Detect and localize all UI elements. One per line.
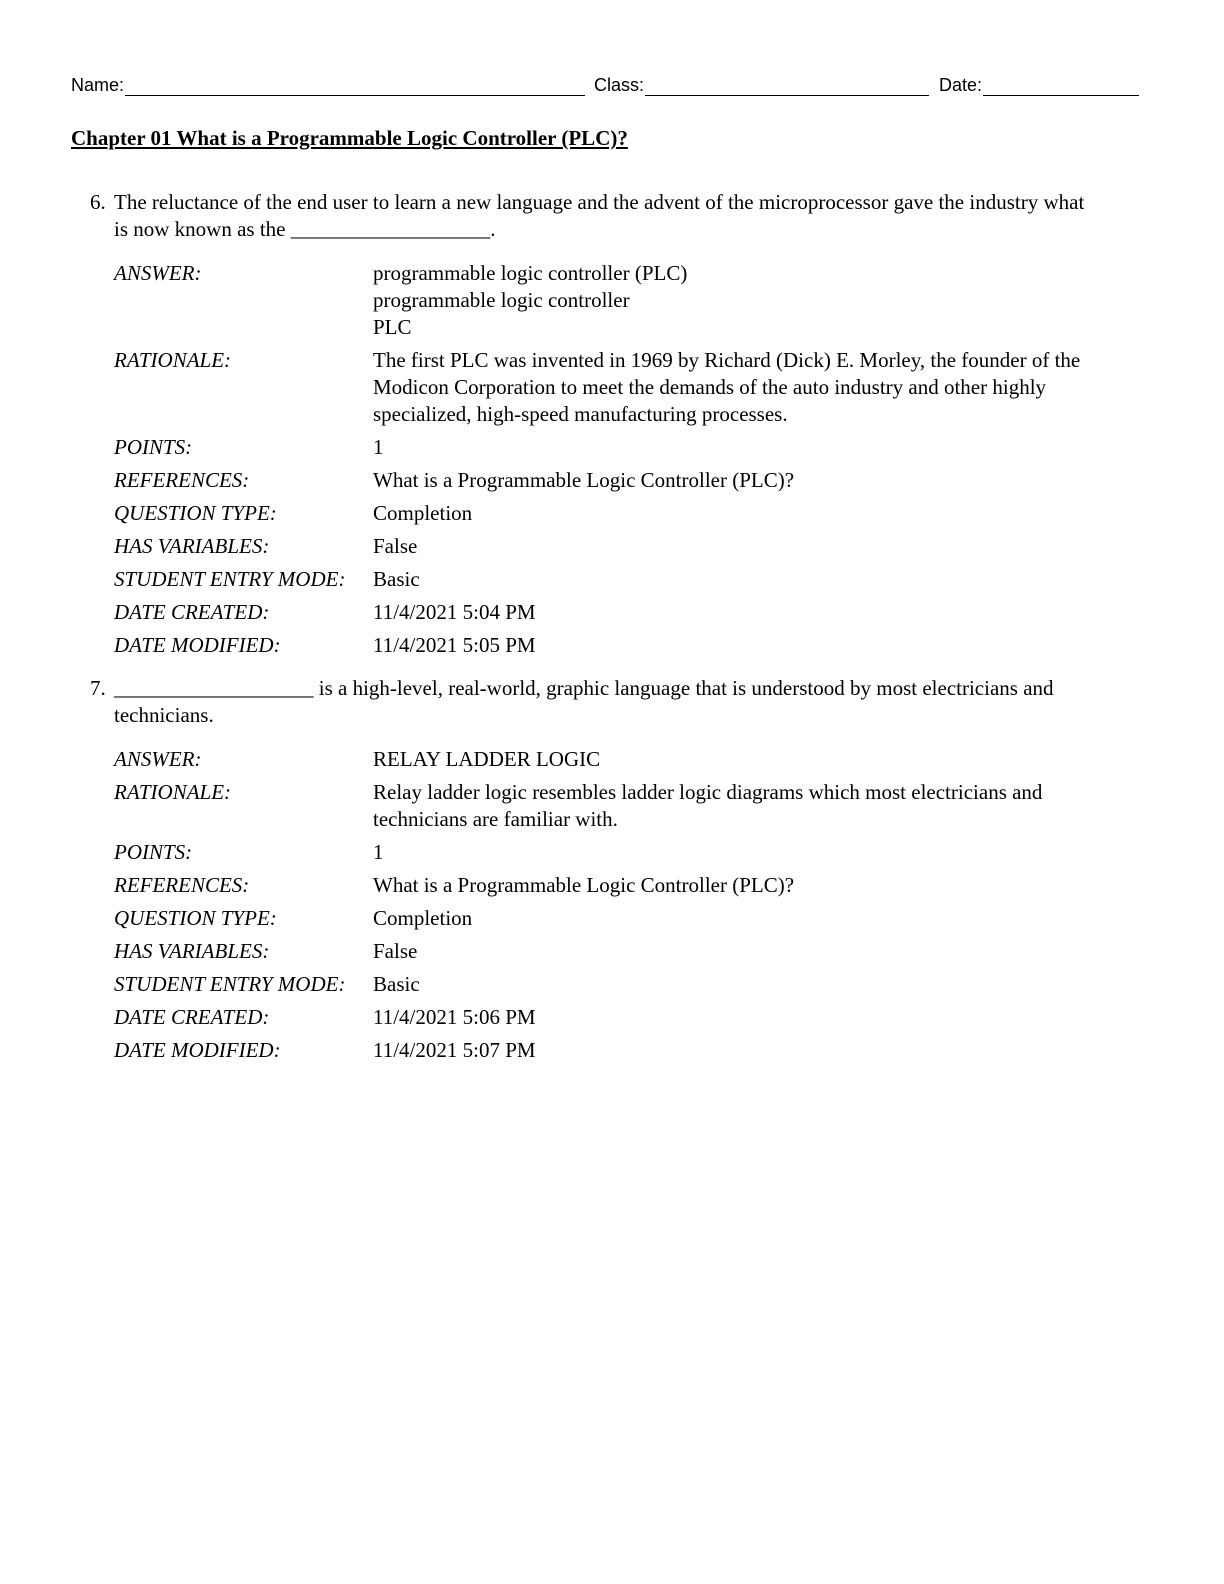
question-type-value: Completion (373, 906, 473, 930)
date-modified-label: DATE MODIFIED: (114, 1038, 281, 1062)
date-modified-value: 11/4/2021 5:05 PM (373, 633, 536, 657)
question-text (90, 189, 1140, 243)
question-text-line: The reluctance of the end user to learn a new language and the advent of the microprocessor gave the industry what (114, 190, 1085, 214)
references-label: REFERENCES: (114, 468, 250, 492)
question-text-line: is now known as the ___________________. (114, 217, 496, 241)
references-label: REFERENCES: (114, 873, 250, 897)
name-blank-line[interactable] (125, 75, 585, 96)
has-variables-value: False (373, 534, 418, 558)
student-entry-mode-value: Basic (373, 567, 420, 591)
references-row (114, 467, 1140, 494)
references-value: What is a Programmable Logic Controller (PLC)? (373, 873, 795, 897)
answer-line: PLC (373, 315, 412, 339)
question-7 (90, 675, 1140, 1070)
answer-row (114, 746, 1140, 773)
date-created-value: 11/4/2021 5:06 PM (373, 1005, 536, 1029)
answer-row (114, 260, 1140, 341)
question-metadata (114, 746, 1140, 1064)
rationale-value: The first PLC was invented in 1969 by Richard (Dick) E. Morley, the founder of the Modicon Corporation to meet the demands of the auto industry and other highly specialized, high-speed manufacturing processes. (373, 348, 1081, 426)
answer-value (373, 746, 1140, 773)
class-label: Class: (594, 75, 645, 95)
answer-line: programmable logic controller (PLC) (373, 261, 688, 285)
date-modified-value: 11/4/2021 5:07 PM (373, 1038, 536, 1062)
has-variables-row (114, 938, 1140, 965)
worksheet-header (71, 72, 1141, 98)
question-6 (90, 189, 1140, 665)
answer-line: programmable logic controller (373, 288, 630, 312)
question-type-label: QUESTION TYPE: (114, 906, 277, 930)
class-field (594, 72, 929, 96)
student-entry-mode-value: Basic (373, 972, 420, 996)
name-label: Name: (71, 75, 125, 95)
question-type-row (114, 905, 1140, 932)
points-row (114, 839, 1140, 866)
date-created-label: DATE CREATED: (114, 1005, 270, 1029)
chapter-title: Chapter 01 What is a Programmable Logic Controller (PLC)? (71, 126, 628, 150)
student-entry-mode-label: STUDENT ENTRY MODE: (114, 972, 346, 996)
question-type-label: QUESTION TYPE: (114, 501, 277, 525)
class-blank-line[interactable] (645, 75, 929, 96)
answer-value (373, 260, 1140, 341)
references-value: What is a Programmable Logic Controller (PLC)? (373, 468, 795, 492)
name-field (71, 72, 585, 96)
student-entry-mode-row (114, 971, 1140, 998)
question-number: 6. (90, 190, 106, 214)
answer-label: ANSWER: (114, 261, 202, 285)
date-label: Date: (939, 75, 983, 95)
question-type-value: Completion (373, 501, 473, 525)
rationale-row (114, 779, 1140, 833)
date-created-row (114, 1004, 1140, 1031)
answer-label: ANSWER: (114, 747, 202, 771)
date-field (939, 72, 1139, 96)
question-text-line: ___________________ is a high-level, real-world, graphic language that is understood by most electricians and (114, 676, 1054, 700)
points-value: 1 (373, 840, 384, 864)
rationale-label: RATIONALE: (114, 780, 232, 804)
date-created-row (114, 599, 1140, 626)
points-row (114, 434, 1140, 461)
date-created-label: DATE CREATED: (114, 600, 270, 624)
date-modified-row (114, 632, 1140, 659)
has-variables-value: False (373, 939, 418, 963)
date-modified-label: DATE MODIFIED: (114, 633, 281, 657)
question-text-line: technicians. (114, 703, 214, 727)
answer-line: RELAY LADDER LOGIC (373, 747, 601, 771)
date-modified-row (114, 1037, 1140, 1064)
date-created-value: 11/4/2021 5:04 PM (373, 600, 536, 624)
question-metadata (114, 260, 1140, 659)
student-entry-mode-label: STUDENT ENTRY MODE: (114, 567, 346, 591)
points-value: 1 (373, 435, 384, 459)
has-variables-label: HAS VARIABLES: (114, 534, 270, 558)
question-number: 7. (90, 676, 106, 700)
rationale-label: RATIONALE: (114, 348, 232, 372)
question-type-row (114, 500, 1140, 527)
question-text (90, 675, 1140, 729)
has-variables-label: HAS VARIABLES: (114, 939, 270, 963)
rationale-value: Relay ladder logic resembles ladder logic diagrams which most electricians and technicians are familiar with. (373, 780, 1043, 831)
points-label: POINTS: (114, 840, 193, 864)
references-row (114, 872, 1140, 899)
points-label: POINTS: (114, 435, 193, 459)
rationale-row (114, 347, 1140, 428)
student-entry-mode-row (114, 566, 1140, 593)
has-variables-row (114, 533, 1140, 560)
date-blank-line[interactable] (983, 75, 1139, 96)
